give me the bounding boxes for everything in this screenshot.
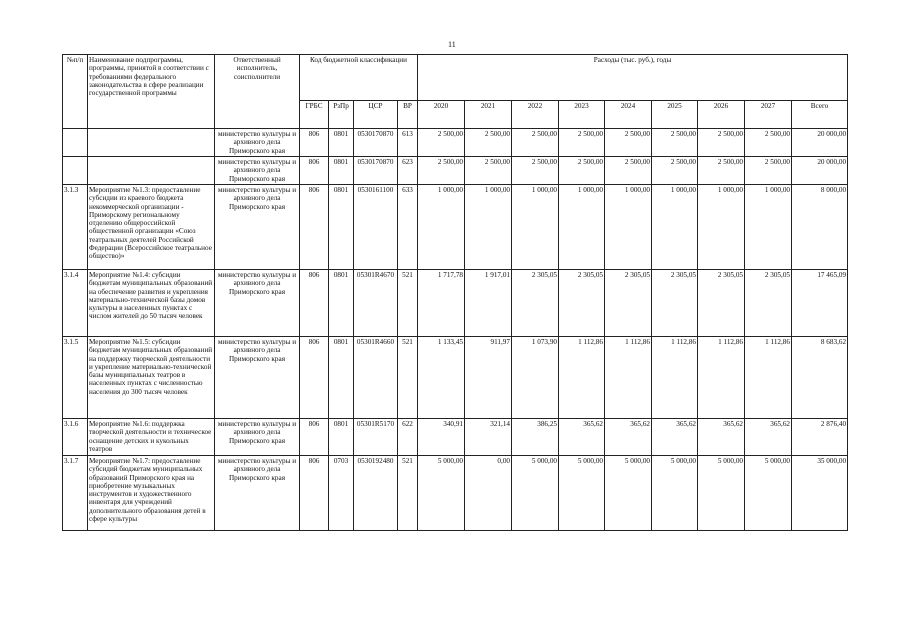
row-vr: 613 xyxy=(398,129,418,157)
row-name: Мероприятие №1.5: субсидии бюджетам муниципальных образований на поддержку творческой деятельности и укрепление материально-технической базы муниципальных театров в населенных пунктах с численностью населения до 300 тысяч человек xyxy=(88,337,215,419)
row-year-value: 365,62 xyxy=(652,419,698,456)
row-name: Мероприятие №1.4: субсидии бюджетам муниципальных образований на обеспечение развития и укрепления материально-технической базы домов культуры в населенных пунктах с числом жителей до 50 тысяч человек xyxy=(88,270,215,337)
row-csr: 05301R4670 xyxy=(354,270,398,337)
row-name xyxy=(88,129,215,157)
row-total: 8 683,62 xyxy=(792,337,848,419)
row-year-value: 2 500,00 xyxy=(698,157,745,185)
header-year: 2020 xyxy=(418,101,465,129)
header-budget-code: Код бюджетной классификации xyxy=(300,55,418,101)
row-total: 17 465,09 xyxy=(792,270,848,337)
header-total: Всего xyxy=(792,101,848,129)
header-name: Наименование подпрограммы, программы, принятой в соответствии с требованиями федерального законодательства в сфере реализации государственной программы xyxy=(88,55,215,129)
row-vr: 521 xyxy=(398,337,418,419)
row-grbs: 806 xyxy=(300,456,329,531)
header-year: 2021 xyxy=(465,101,512,129)
page-number: 11 xyxy=(448,40,456,49)
header-year: 2024 xyxy=(605,101,652,129)
row-vr: 521 xyxy=(398,270,418,337)
table-row xyxy=(63,185,848,270)
row-rzpr: 0801 xyxy=(329,270,354,337)
row-year-value: 1 717,78 xyxy=(418,270,465,337)
row-name: Мероприятие №1.6: поддержка творческой деятельности и техническое оснащение детских и кукольных театров xyxy=(88,419,215,456)
row-vr: 633 xyxy=(398,185,418,270)
row-total: 20 000,00 xyxy=(792,129,848,157)
row-csr: 0530161100 xyxy=(354,185,398,270)
row-executor: министерство культуры и архивного дела Приморского края xyxy=(215,456,300,531)
row-year-value: 5 000,00 xyxy=(418,456,465,531)
row-year-value: 1 112,86 xyxy=(605,337,652,419)
header-csr: ЦСР xyxy=(354,101,398,129)
header-executor: Ответственный исполнитель, соисполнители xyxy=(215,55,300,129)
row-vr: 622 xyxy=(398,419,418,456)
row-grbs: 806 xyxy=(300,270,329,337)
header-vr: ВР xyxy=(398,101,418,129)
row-year-value: 2 500,00 xyxy=(652,157,698,185)
row-year-value: 5 000,00 xyxy=(652,456,698,531)
row-year-value: 2 500,00 xyxy=(559,129,605,157)
header-year: 2025 xyxy=(652,101,698,129)
table-row xyxy=(63,270,848,337)
row-year-value: 2 500,00 xyxy=(605,157,652,185)
row-year-value: 340,91 xyxy=(418,419,465,456)
row-grbs: 806 xyxy=(300,419,329,456)
row-year-value: 321,14 xyxy=(465,419,512,456)
row-year-value: 0,00 xyxy=(465,456,512,531)
table-row xyxy=(63,337,848,419)
row-rzpr: 0801 xyxy=(329,129,354,157)
row-year-value: 2 500,00 xyxy=(418,157,465,185)
row-year-value: 5 000,00 xyxy=(512,456,559,531)
row-year-value: 5 000,00 xyxy=(559,456,605,531)
row-year-value: 2 305,05 xyxy=(698,270,745,337)
row-total: 8 000,00 xyxy=(792,185,848,270)
row-year-value: 1 000,00 xyxy=(605,185,652,270)
row-year-value: 5 000,00 xyxy=(698,456,745,531)
row-year-value: 2 500,00 xyxy=(512,157,559,185)
row-year-value: 1 112,86 xyxy=(698,337,745,419)
header-year: 2026 xyxy=(698,101,745,129)
table-row xyxy=(63,129,848,157)
row-year-value: 386,25 xyxy=(512,419,559,456)
row-year-value: 2 500,00 xyxy=(512,129,559,157)
row-executor: министерство культуры и архивного дела Приморского края xyxy=(215,270,300,337)
header-year: 2027 xyxy=(745,101,792,129)
row-year-value: 2 500,00 xyxy=(745,129,792,157)
row-year-value: 2 500,00 xyxy=(605,129,652,157)
header-grbs: ГРБС xyxy=(300,101,329,129)
row-year-value: 2 500,00 xyxy=(745,157,792,185)
row-year-value: 1 073,90 xyxy=(512,337,559,419)
row-year-value: 2 500,00 xyxy=(465,157,512,185)
row-name: Мероприятие №1.7: предоставление субсидий бюджетам муниципальных образований Приморского края на приобретение музыкальных инструментов и художественного инвентаря для учреждений дополнительного образования детей в сфере культуры xyxy=(88,456,215,531)
row-year-value: 2 305,05 xyxy=(652,270,698,337)
row-rzpr: 0703 xyxy=(329,456,354,531)
header-year: 2023 xyxy=(559,101,605,129)
header-expenses: Расходы (тыс. руб.), годы xyxy=(418,55,848,101)
row-executor: министерство культуры и архивного дела Приморского края xyxy=(215,419,300,456)
row-year-value: 1 133,45 xyxy=(418,337,465,419)
row-year-value: 1 112,86 xyxy=(559,337,605,419)
row-year-value: 2 500,00 xyxy=(698,129,745,157)
header-year: 2022 xyxy=(512,101,559,129)
row-csr: 05301R5170 xyxy=(354,419,398,456)
row-year-value: 2 305,05 xyxy=(512,270,559,337)
row-year-value: 2 500,00 xyxy=(559,157,605,185)
row-year-value: 1 000,00 xyxy=(745,185,792,270)
row-year-value: 911,97 xyxy=(465,337,512,419)
row-year-value: 1 000,00 xyxy=(559,185,605,270)
row-year-value: 1 000,00 xyxy=(418,185,465,270)
row-year-value: 1 112,86 xyxy=(652,337,698,419)
row-rzpr: 0801 xyxy=(329,419,354,456)
row-year-value: 2 305,05 xyxy=(605,270,652,337)
row-grbs: 806 xyxy=(300,157,329,185)
row-year-value: 1 917,01 xyxy=(465,270,512,337)
row-executor: министерство культуры и архивного дела Приморского края xyxy=(215,157,300,185)
row-grbs: 806 xyxy=(300,129,329,157)
row-year-value: 1 000,00 xyxy=(698,185,745,270)
row-executor: министерство культуры и архивного дела Приморского края xyxy=(215,185,300,270)
row-year-value: 2 500,00 xyxy=(652,129,698,157)
row-year-value: 365,62 xyxy=(698,419,745,456)
row-year-value: 365,62 xyxy=(605,419,652,456)
budget-table xyxy=(62,54,848,531)
row-num: 3.1.5 xyxy=(63,337,88,419)
row-year-value: 1 000,00 xyxy=(465,185,512,270)
row-csr: 0530170870 xyxy=(354,129,398,157)
row-num: 3.1.3 xyxy=(63,185,88,270)
row-name: Мероприятие №1.3: предоставление субсидии из краевого бюджета некоммерческой организации - Приморскому региональному отделению общероссийской общественной организации «Союз театральных деятелей Российской Федерации (Всероссийское театральное общество)» xyxy=(88,185,215,270)
row-vr: 623 xyxy=(398,157,418,185)
row-year-value: 365,62 xyxy=(559,419,605,456)
row-csr: 0530192480 xyxy=(354,456,398,531)
header-rzpr: РзПр xyxy=(329,101,354,129)
row-executor: министерство культуры и архивного дела Приморского края xyxy=(215,337,300,419)
row-rzpr: 0801 xyxy=(329,337,354,419)
row-num: 3.1.7 xyxy=(63,456,88,531)
table-row xyxy=(63,419,848,456)
row-year-value: 2 500,00 xyxy=(418,129,465,157)
row-year-value: 1 000,00 xyxy=(512,185,559,270)
row-num: 3.1.4 xyxy=(63,270,88,337)
row-rzpr: 0801 xyxy=(329,185,354,270)
row-total: 20 000,00 xyxy=(792,157,848,185)
row-num: 3.1.6 xyxy=(63,419,88,456)
row-year-value: 5 000,00 xyxy=(605,456,652,531)
row-csr: 05301R4660 xyxy=(354,337,398,419)
row-name xyxy=(88,157,215,185)
row-num xyxy=(63,157,88,185)
row-year-value: 365,62 xyxy=(745,419,792,456)
header-row-1 xyxy=(63,55,848,101)
row-year-value: 1 112,86 xyxy=(745,337,792,419)
row-rzpr: 0801 xyxy=(329,157,354,185)
header-num: №п/п xyxy=(63,55,88,129)
row-num xyxy=(63,129,88,157)
row-total: 2 876,40 xyxy=(792,419,848,456)
row-year-value: 1 000,00 xyxy=(652,185,698,270)
row-total: 35 000,00 xyxy=(792,456,848,531)
table-row xyxy=(63,157,848,185)
row-csr: 0530170870 xyxy=(354,157,398,185)
row-vr: 521 xyxy=(398,456,418,531)
row-grbs: 806 xyxy=(300,337,329,419)
table-row xyxy=(63,456,848,531)
row-year-value: 2 305,05 xyxy=(559,270,605,337)
row-year-value: 2 305,05 xyxy=(745,270,792,337)
row-year-value: 2 500,00 xyxy=(465,129,512,157)
row-grbs: 806 xyxy=(300,185,329,270)
row-year-value: 5 000,00 xyxy=(745,456,792,531)
row-executor: министерство культуры и архивного дела Приморского края xyxy=(215,129,300,157)
